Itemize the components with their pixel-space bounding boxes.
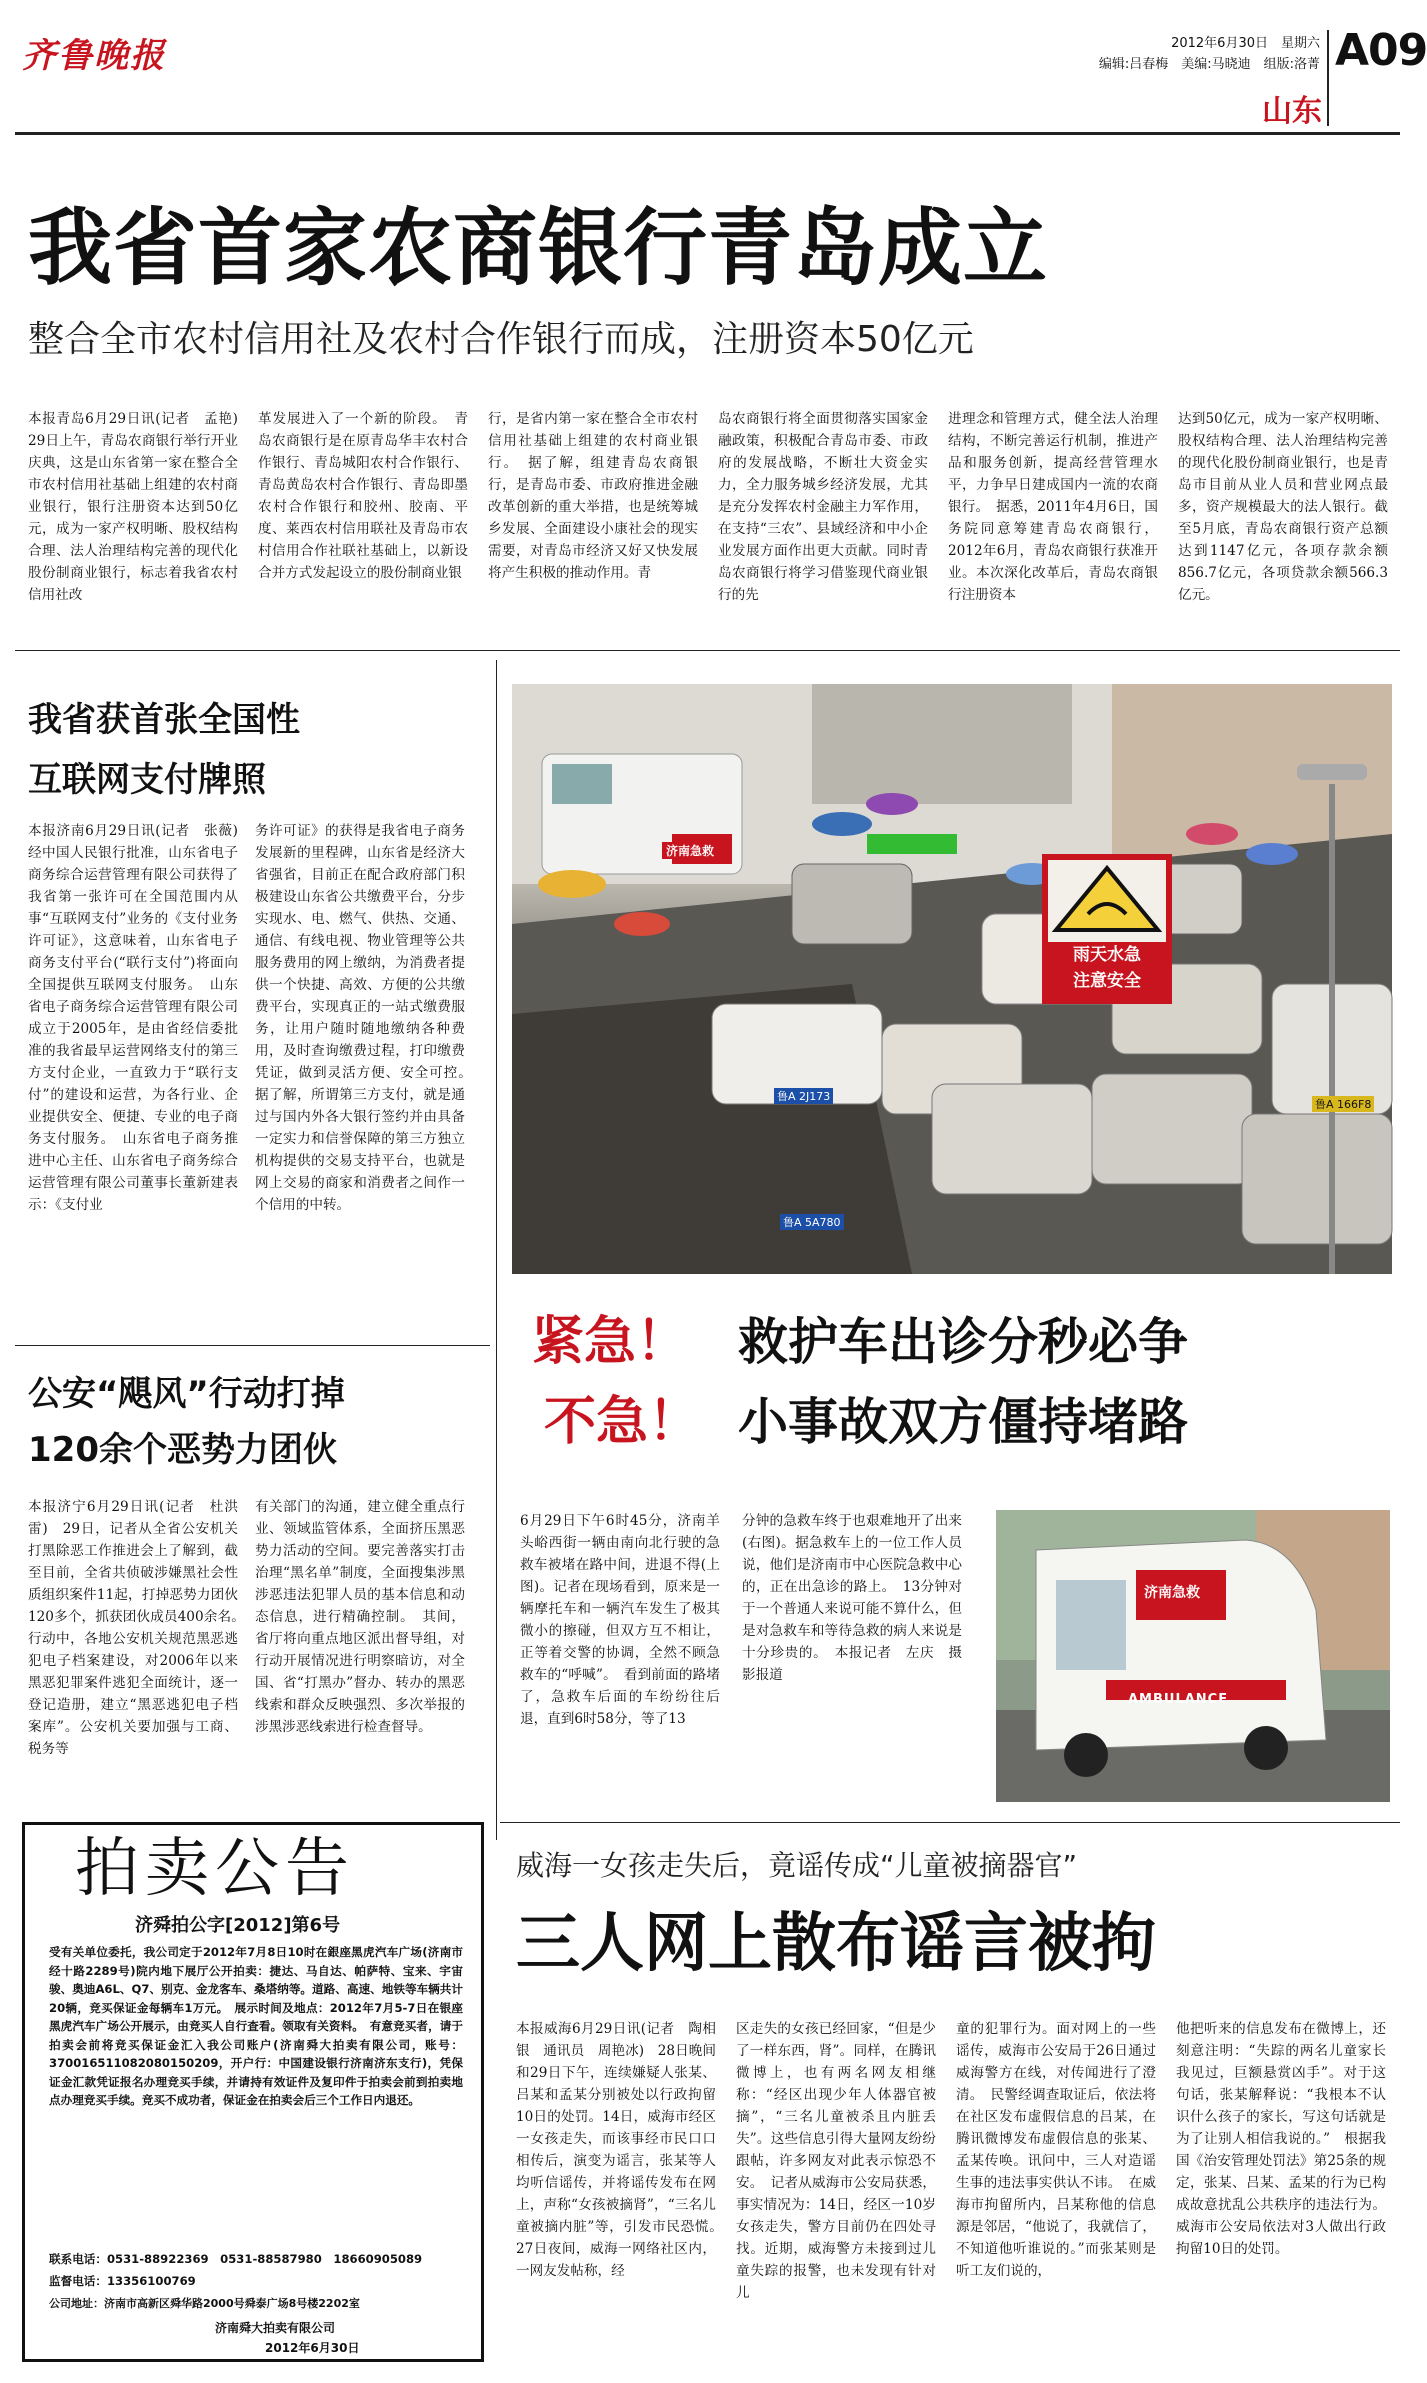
rumor-column-2: 区走失的女孩已经回家，“但是少了一样东西，肾”。同样，在腾讯微博上，也有两名网友相继称：“经区出现少年人体器官被摘”，“三名儿童被杀且内脏丢失”。这些信息引得大量网友纷纷跟帖，许多网友对此表示惊恐不安。 记者从威海市公安局获悉，事实情况为：14日，经区一10岁女孩走失，警方目前仍在四处寻找。近期，威海警方未接到过儿童失踪的报警，也未发现有针对儿	[736, 2021, 936, 2301]
lead-headline: 我省首家农商银行青岛成立	[28, 199, 1049, 297]
auction-company: 济南舜大拍卖有限公司	[215, 2321, 336, 2335]
license-plate-3: 鲁A 166F8	[1312, 1096, 1374, 1112]
masthead	[0, 0, 1427, 135]
auction-supervise-phone: 监督电话：13356100769	[49, 2274, 196, 2288]
internet-pay-column-2: 务许可证》的获得是我省电子商务发展新的里程碑，山东省是经济大省强省，目前正在配合政府部门积极建设山东省公共缴费平台，分步实现水、电、燃气、供热、交通、通信、有线电视、物业管理等公共服务费用的网上缴纳，为消费者提供一个快捷、高效、方便的公共缴费平台，实现真正的一站式缴费服务，让用户随时随地缴纳各种费用，及时查询缴费过程，打印缴费凭证，做到灵活方便、安全可控。 据了解，所谓第三方支付，就是通过与国内外各大银行签约并由具备一定实力和信誉保障的第三方独立机构提供的交易支持平台，也就是网上交易的商家和消费者之间作一个信用的中转。	[255, 823, 479, 1213]
auction-date: 2012年6月30日	[265, 2341, 360, 2355]
section-label: 山东	[1262, 94, 1322, 129]
warning-sign-line-2: 注意安全	[1073, 971, 1141, 991]
gongan-column-1: 本报济宁6月29日讯(记者 杜洪雷) 29日，记者从全省公安机关打黑除恶工作推进会上了解到，截至目前，全省共侦破涉嫌黑社会性质组织案件11起，打掉恶势力团伙120多个，抓获团伙成员400余名。 行动中，各地公安机关规范黑恶逃犯电子档案建设，对2006年以来黑恶犯罪案件逃犯全面统计，逐一登记造册，建立“黑恶逃犯电子档案库”。公安机关要加强与工商、税务等	[28, 1499, 252, 1757]
rumor-column-4: 他把听来的信息发布在微博上，还刻意注明：“失踪的两名儿童家长我见过，巨额悬赏凶手”。对于这句话，张某解释说：“我根本不认识什么孩子的家长，写这句话就是为了让别人相信我说的。” 根据我国《治安管理处罚法》第25条的规定，张某、吕某、孟某的行为已构成故意扰乱公共秩序的违法行为。威海市公安局依法对3人做出行政拘留10日的处罚。	[1176, 2021, 1386, 2257]
license-plate-2: 鲁A 5A780	[780, 1214, 844, 1230]
traffic-jam-photo	[512, 684, 1392, 1274]
internet-pay-column-1: 本报济南6月29日讯(记者 张薇) 经中国人民银行批准，山东省电子商务综合运营管理有限公司获得了我省第一张许可在全国范围内从事“互联网支付”业务的《支付业务许可证》，这意味着，山东省电子商务支付平台(“联行支付”)将面向全国提供互联网支付服务。 山东省电子商务综合运营管理有限公司成立于2005年，是由省经信委批准的我省最早运营网络支付的第三方支付企业，一直致力于“联行支付”的建设和运营，为各行业、企业提供安全、便捷、专业的电子商务支付服务。 山东省电子商务推进中心主任、山东省电子商务综合运营管理有限公司董事长董新建表示：《支付业	[28, 823, 252, 1213]
warning-sign-line-1: 雨天水急	[1073, 945, 1141, 965]
ambulance-column-1: 6月29日下午6时45分，济南羊头峪西街一辆由南向北行驶的急救车被堵在路中间，进退不得(上图)。记者在现场看到，原来是一辆摩托车和一辆汽车发生了极其微小的擦碰，但双方互不相让，正等着交警的协调，全然不顾急救车的“呼喊”。 看到前面的路堵了，急救车后面的车纷纷往后退，直到6时58分，等了13	[520, 1513, 720, 1727]
left-section-rule	[15, 1345, 490, 1346]
auction-notice-box	[22, 1822, 484, 2362]
gongan-column-2: 有关部门的沟通，建立健全重点行业、领域监管体系，全面挤压黑恶势力活动的空间。要完善落实打击治理“黑名单”制度，全面搜集涉黑涉恶违法犯罪人员的基本信息和动态信息，进行精确控制。 其间，省厅将向重点地区派出督导组，对行动开展情况进行明察暗访，对全国、省“打黑办”督办、转办的黑恶线索和群众反映强烈、多次举报的涉黑涉恶线索进行检查督导。	[255, 1499, 465, 1735]
auction-notice-body: 受有关单位委托，我公司定于2012年7月8日10时在銀座黑虎汽车广场(济南市经十路2289号)院内地下展厅公开拍卖：捷达、马自达、帕萨特、宝来、宇宙骏、奥迪A6L、Q7、别克、金龙客车、桑塔纳等。道路、高速、地铁等车辆共计20辆，竞买保证金每辆车1万元。 展示时间及地点：2012年7月5-7日在银座黑虎汽车广场公开展示，由竞买人自行查看。领取有关资料。 有意竞买者，请于拍卖会前将竞买保证金汇入我公司账户(济南舜大拍卖有限公司，账号：370016511082080150209，开户行：中国建设银行济南济东支行)，凭保证金汇款凭证报名办理竞买手续，并请持有效证件及复印件于拍卖会前到拍卖地点办理竞买手续。竞买不成功者，保证金在拍卖会后三个工作日内退还。	[49, 1945, 463, 2107]
not-urgent-tag: 不急！	[544, 1392, 701, 1452]
newspaper-logo: 齐鲁晚报	[22, 36, 166, 76]
lead-column-5: 进理念和管理方式，健全法人治理结构，不断完善运行机制，推进产品和服务创新，提高经营管理水平，力争早日建成国内一流的农商银行。 据悉，2011年4月6日，国务院同意筹建青岛农商银行，2012年6月，青岛农商银行获准开业。本次深化改革后，青岛农商银行注册资本	[948, 411, 1158, 603]
rumor-column-3: 童的犯罪行为。面对网上的一些谣传，威海市公安局于26日通过威海警方在线，对传闻进行了澄清。 民警经调查取证后，依法将在社区发布虚假信息的吕某，在腾讯微博发布虚假信息的张某、孟某传唤。讯问中，三人对造谣生事的违法事实供认不讳。 在威海市拘留所内，吕某称他的信息源是邻居，“他说了，我就信了，不知道他听谁说的。”而张某则是听工友们说的，	[956, 2021, 1156, 2279]
masthead-rule	[15, 132, 1400, 135]
ambulance-column-2: 分钟的急救车终于也艰难地开了出来(右图)。据急救车上的一位工作人员说，他们是济南市中心医院急救中心的，正在出急诊的路上。 13分钟对于一个普通人来说可能不算什么，但是对急救车和等待急救的病人来说是十分珍贵的。 本报记者 左庆 摄影报道	[742, 1513, 962, 1683]
lead-bottom-rule	[15, 650, 1400, 651]
internet-pay-headline-2: 互联网支付牌照	[28, 760, 266, 800]
urgent-tag: 紧急！	[532, 1312, 689, 1372]
ambulance-photo-text: AMBULANCE	[1128, 1692, 1229, 1707]
rumor-headline: 三人网上散布谣言被拘	[516, 1907, 1156, 1981]
issue-date: 2012年6月30日 星期六	[1171, 36, 1320, 51]
ambulance-headline-1: 救护车出诊分秒必争	[738, 1313, 1188, 1371]
warning-triangle-icon	[1048, 864, 1166, 934]
auction-address: 公司地址：济南市高新区舜华路2000号舜泰广场8号楼2202室	[49, 2297, 360, 2310]
editor-credits: 编辑:吕春梅 美编:马晓迪 组版:洛菁	[1098, 57, 1320, 72]
lead-subheadline: 整合全市农村信用社及农村合作银行而成，注册资本50亿元	[28, 319, 974, 360]
lead-column-2: 革发展进入了一个新的阶段。 青岛农商银行是在原青岛华丰农村合作银行、青岛城阳农村合作银行、青岛黄岛农村合作银行、青岛即墨农村合作银行和胶州、胶南、平度、莱西农村信用联社及青岛市农村信用合作社联社基础上，以新设合并方式发起设立的股份制商业银	[258, 411, 468, 581]
rumor-column-1: 本报威海6月29日讯(记者 陶相银 通讯员 周艳冰) 28日晚间和29日下午，连续嫌疑人张某、吕某和孟某分别被处以行政拘留10日的处罚。14日，威海市经区一女孩走失，而该事经市民口口相传后，演变为谣言，张某等人均听信谣传，并将谣传发布在网上，声称“女孩被摘肾”，“三名儿童被摘内脏”等，引发市民恐慌。 27日夜间，威海一网络社区内，一网友发帖称，经	[516, 2021, 730, 2279]
ambulance-headline-2: 小事故双方僵持堵路	[738, 1393, 1188, 1451]
auction-notice-number: 济舜拍公字[2012]第6号	[135, 1915, 341, 1936]
ambulance-photo-label: 济南急救	[1144, 1585, 1200, 1601]
page-separator	[1327, 30, 1329, 126]
gongan-headline-1: 公安“飓风”行动打掉	[28, 1374, 345, 1414]
license-plate-1: 鲁A 2J173	[774, 1088, 833, 1104]
lead-column-1: 本报青岛6月29日讯(记者 孟艳) 29日上午，青岛农商银行举行开业庆典，这是山东省第一家在整合全市农村信用社基础上组建的农村商业银行，银行注册资本达到50亿元，成为一家产权明晰、股权结构合理、法人治理结构完善的现代化股份制商业银行，标志着我省农村信用社改	[28, 411, 252, 603]
ambulance-label: 济南急救	[662, 842, 718, 859]
auction-contact-phone: 联系电话：0531-88922369 0531-88587980 18660905089	[49, 2252, 423, 2266]
warning-sign	[1042, 854, 1172, 1004]
rumor-kicker: 威海一女孩走失后，竟谣传成“儿童被摘器官”	[516, 1849, 1078, 1882]
lead-column-3: 行，是省内第一家在整合全市农村信用社基础上组建的农村商业银行。 据了解，组建青岛农商银行，是青岛市委、市政府推进金融改革创新的重大举措，也是统筹城乡发展、全面建设小康社会的现实需要，对青岛市经济又好又快发展将产生积极的推动作用。青	[488, 411, 698, 581]
internet-pay-headline-1: 我省获首张全国性	[28, 700, 300, 740]
lead-column-6: 达到50亿元，成为一家产权明晰、股权结构合理、法人治理结构完善的现代化股份制商业银行，也是青岛市目前从业人员和营业网点最多，资产规模最大的法人银行。截至5月底，青岛农商银行资产总额达到1147亿元，各项存款余额856.7亿元，各项贷款余额566.3亿元。	[1178, 411, 1388, 603]
warning-sign-text	[1048, 942, 1166, 998]
page-number: A09	[1335, 25, 1427, 76]
auction-notice-title: 拍卖公告	[75, 1832, 355, 1906]
lead-column-4: 岛农商银行将全面贯彻落实国家金融政策，积极配合青岛市委、市政府的发展战略，不断壮大资金实力，全力服务城乡经济发展，尤其是充分发挥农村金融主力军作用，在支持“三农”、县域经济和中小企业发展方面作出更大贡献。同时青岛农商银行将学习借鉴现代商业银行的先	[718, 411, 928, 603]
column-divider-vertical	[496, 660, 497, 1840]
rumor-top-rule	[500, 1822, 1400, 1823]
ambulance-photo	[996, 1510, 1390, 1802]
gongan-headline-2: 120余个恶势力团伙	[28, 1430, 337, 1470]
